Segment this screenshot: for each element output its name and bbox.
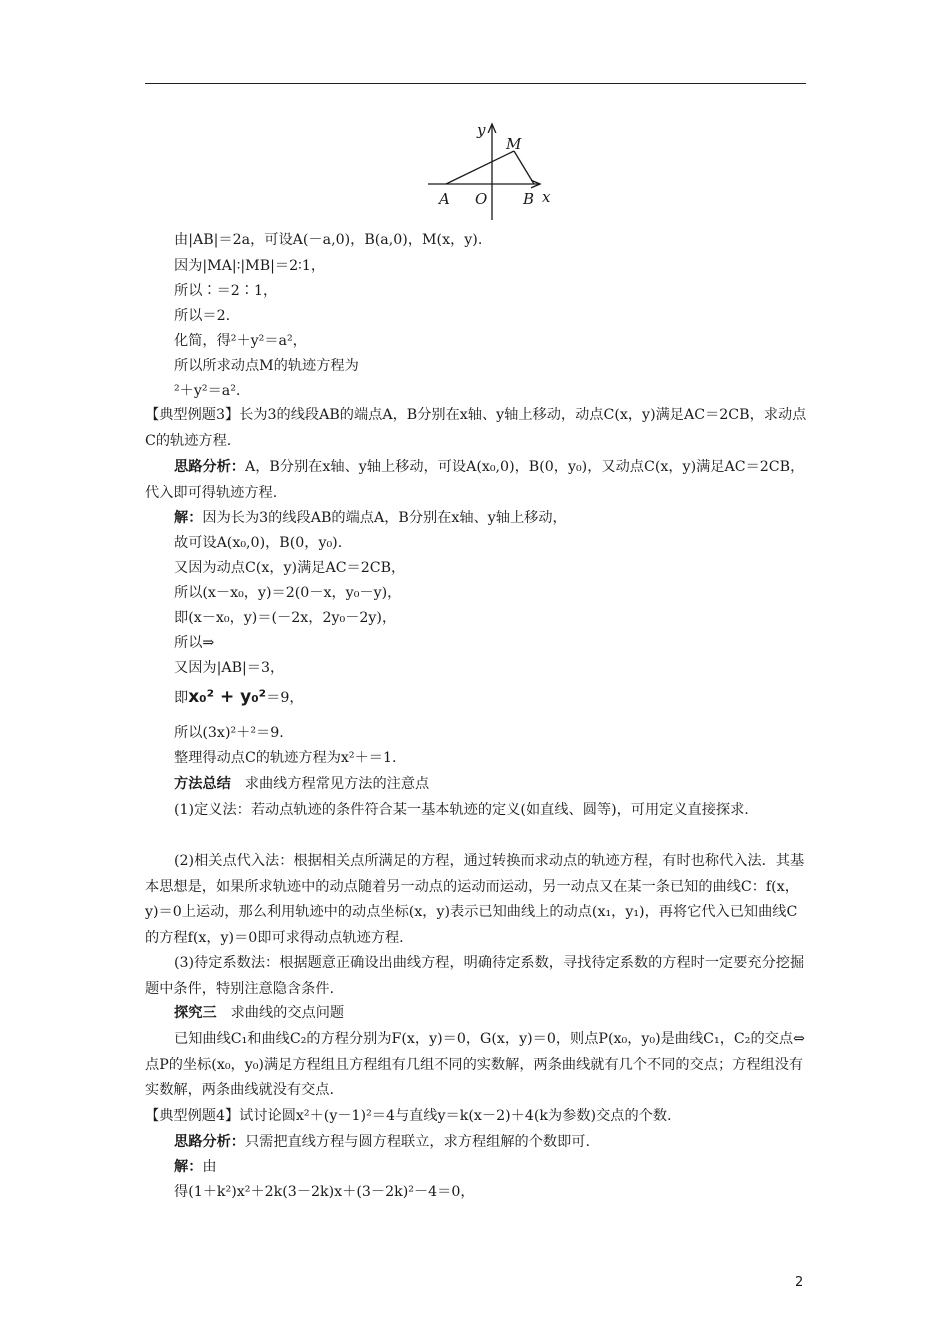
label-a: A [439, 190, 450, 208]
label-m: M [506, 135, 522, 153]
analysis-3-label: 思路分析： [174, 459, 245, 475]
solution-3-equation [174, 686, 304, 709]
coordinate-figure [420, 118, 570, 223]
method-summary-heading [174, 773, 429, 795]
header-rule [145, 83, 806, 84]
analysis-4 [174, 1131, 590, 1153]
example-3 [145, 403, 807, 454]
analysis-3 [145, 455, 807, 506]
method-item: (2)相关点代入法：根据相关点所满足的方程，通过转换而求动点的轨迹方程，有时也称代入法．其基本思想是，如果所求轨迹中的动点随着另一动点的运动而运动，另一动点又在某一条已知的曲线C：f(x，y)＝0上运动，那么利用轨迹中的动点坐标(x，y)表示已知曲线上的动点(x₁，y₁)，再将它代入已知曲线C的方程f(x，y)＝0即可求得动点轨迹方程. [145, 853, 805, 946]
example-4-tag: 【典型例题4】 [145, 1108, 240, 1124]
explore-3-heading [174, 1002, 344, 1024]
text-line: 所以∶＝2∶1， [174, 283, 278, 299]
text-line: 由|AB|＝2a，可设A(－a,0)，B(a,0)，M(x，y). [174, 232, 483, 248]
solution-3-first-text: 因为长为3的线段AB的端点A，B分别在x轴、y轴上移动， [202, 510, 567, 526]
equation-prefix: 即 [174, 690, 189, 706]
solution-3-step: 所以(x－x₀，y)＝2(0－x，y₀－y)， [174, 585, 402, 601]
solution-3-step: 故可设A(x₀,0)，B(0，y₀). [174, 535, 343, 551]
solution-3-label: 解： [174, 510, 203, 526]
example-3-text: 长为3的线段AB的端点A，B分别在x轴、y轴上移动，动点C(x，y)满足AC＝2CB，求动点C的轨迹方程. [145, 407, 807, 449]
example-4 [145, 1104, 807, 1130]
method-title: 求曲线方程常见方法的注意点 [244, 776, 430, 792]
label-x: x [542, 188, 551, 206]
solution-4-first [174, 1156, 217, 1178]
solution-3-after: 整理得动点C的轨迹方程为x²＋＝1. [174, 750, 397, 766]
solution-4-equation: 得(1＋k²)x²＋2k(3－2k)x＋(3－2k)²－4＝0， [174, 1184, 475, 1200]
explore-3-title: 求曲线的交点问题 [230, 1005, 345, 1021]
coordinate-figure-svg [420, 118, 570, 223]
solution-3-step: 即(x－x₀，y)＝(－2x，2y₀－2y)， [174, 610, 397, 626]
method-label: 方法总结 [174, 776, 231, 792]
method-item: (1)定义法：若动点轨迹的条件符合某一基本轨迹的定义(如直线、圆等)，可用定义直接探求. [174, 802, 749, 818]
analysis-4-label: 思路分析： [174, 1134, 245, 1150]
label-o: O [475, 190, 488, 208]
text-line: 所以所求动点M的轨迹方程为 [174, 358, 359, 374]
explore-3-text: 已知曲线C₁和曲线C₂的方程分别为F(x，y)＝0，G(x，y)＝0，则点P(x₀，y₀)是曲线C₁，C₂的交点⇔ 点P的坐标(x₀，y₀)满足方程组且方程组有几组不同的实数解，两条曲线就有几个不同的交点；方程组没有实数解，两条曲线就没有交点. [145, 1031, 805, 1098]
text-line: ²＋y²＝a². [174, 383, 241, 399]
solution-3-step: 所以⇒ [174, 635, 215, 651]
equation-suffix: ＝9， [266, 690, 304, 706]
text-line: 化简，得²＋y²＝a²， [174, 333, 307, 349]
segment-am [446, 151, 514, 184]
equation-main: x₀² + y₀² [188, 687, 267, 707]
text-line: 因为|MA|∶|MB|＝2∶1， [174, 258, 326, 274]
solution-3-first [174, 507, 567, 529]
label-b: B [523, 190, 535, 208]
analysis-3-text: A，B分别在x轴、y轴上移动，可设A(x₀,0)，B(0，y₀)，又动点C(x，y)满足AC＝2CB，代入即可得轨迹方程. [145, 459, 805, 501]
example-4-text: 试讨论圆x²＋(y－1)²＝4与直线y＝k(x－2)＋4(k为参数)交点的个数. [239, 1108, 672, 1124]
text-line: 所以＝2. [174, 308, 231, 324]
analysis-4-text: 只需把直线方程与圆方程联立，求方程组解的个数即可. [244, 1134, 590, 1150]
page-number: 2 [795, 1275, 804, 1290]
solution-3-after: 所以(3x)²＋²＝9. [174, 725, 284, 741]
solution-4-label: 解： [174, 1159, 203, 1175]
explore-3-label: 探究三 [174, 1005, 217, 1021]
solution-4-first-text: 由 [202, 1159, 217, 1175]
segment-mb [514, 151, 534, 184]
example-3-tag: 【典型例题3】 [145, 407, 240, 423]
solution-3-step: 又因为|AB|＝3， [174, 660, 285, 676]
method-item: (3)待定系数法：根据题意正确设出曲线方程，明确待定系数，寻找待定系数的方程时一定要充分挖掘题中条件，特别注意隐含条件. [145, 955, 805, 997]
label-y: y [477, 121, 486, 139]
solution-3-step: 又因为动点C(x，y)满足AC＝2CB， [174, 560, 406, 576]
